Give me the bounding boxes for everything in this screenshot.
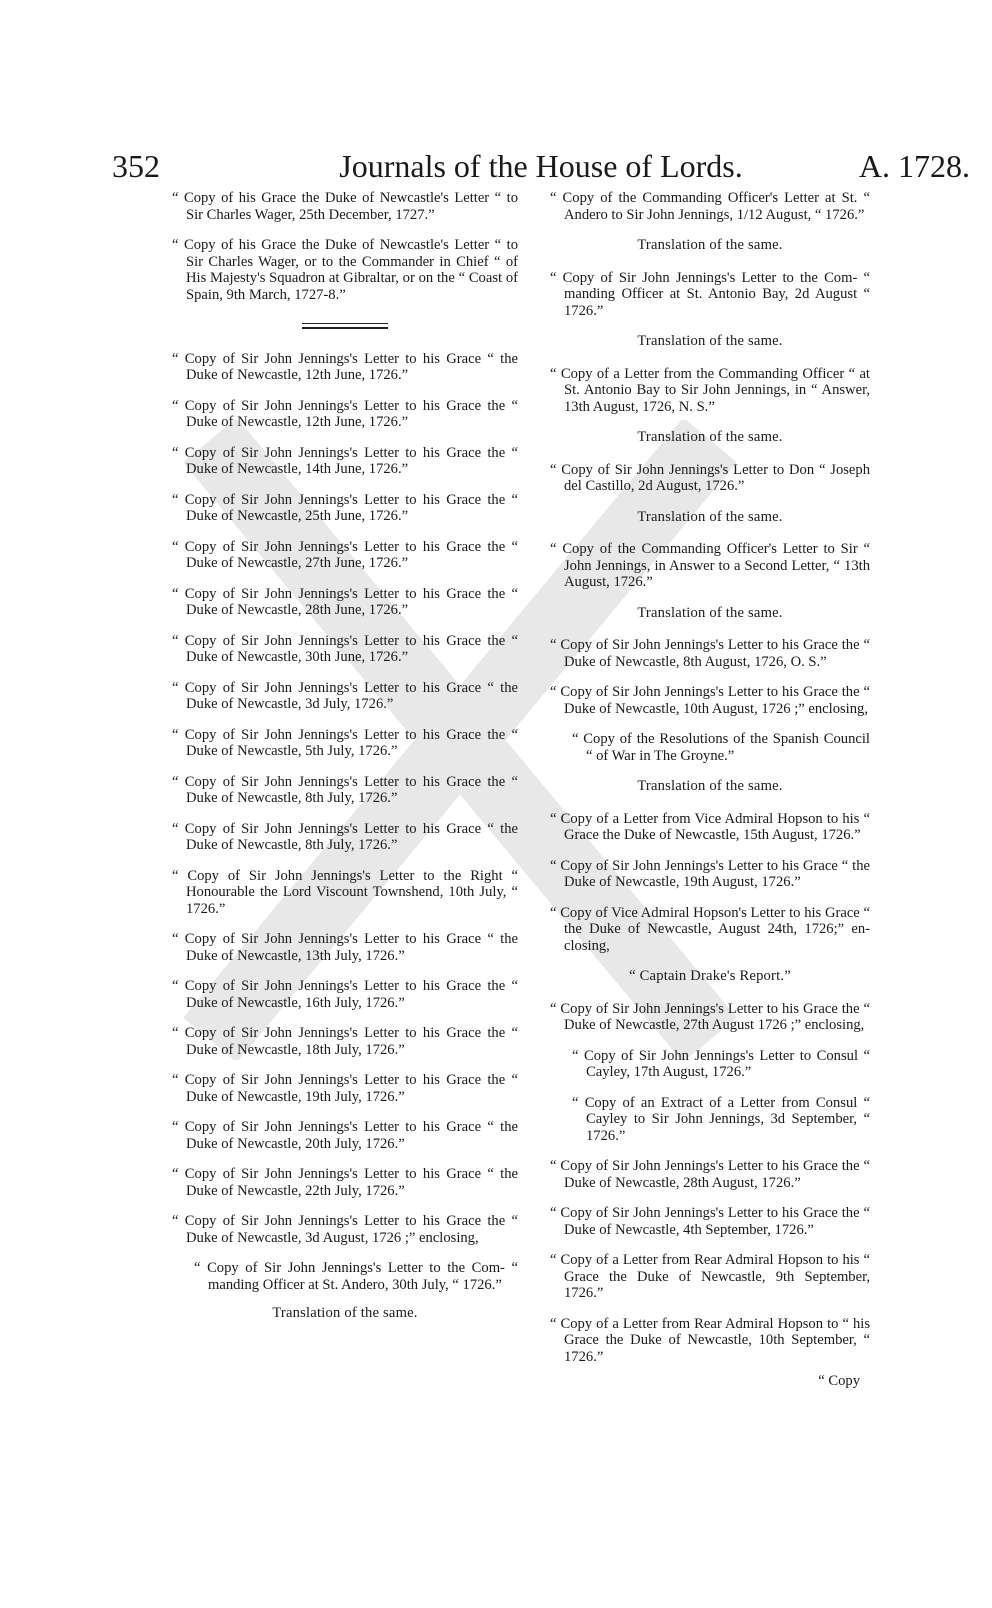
list-item: “ Copy of Sir John Jennings's Letter to his Grace “ the Duke of Newcastle, 8th July, 1726.” (172, 820, 518, 854)
list-item: “ Copy of Sir John Jennings's Letter to the Com- “ manding Officer at St. Antonio Bay, 2d August “ 1726.” (550, 269, 870, 319)
translation-note: Translation of the same. (637, 508, 783, 525)
list-item: “ Copy of Sir John Jennings's Letter to his Grace the “ Duke of Newcastle, 28th June, 1726.” (172, 585, 518, 619)
list-item: “ Copy of Sir John Jennings's Letter to his Grace the “ Duke of Newcastle, 25th June, 1726.” (172, 491, 518, 525)
list-item: “ Copy of Sir John Jennings's Letter to his Grace the “ Duke of Newcastle, 5th July, 1726.” (172, 726, 518, 760)
list-item: “ Copy of Vice Admiral Hopson's Letter to his Grace “ the Duke of Newcastle, August 24th, 1726;” en- closing, (550, 904, 870, 954)
enclosure-item: “ Copy of Sir John Jennings's Letter to Consul “ Cayley, 17th August, 1726.” (572, 1047, 870, 1080)
translation-note: Translation of the same. (637, 778, 783, 794)
list-item: “ Copy of Sir John Jennings's Letter to his Grace the “ Duke of Newcastle, 27th August 1726 ;” enclosing, (550, 1000, 870, 1033)
section-rule (302, 323, 388, 329)
translation-note: Translation of the same. (637, 333, 783, 349)
list-item: “ Copy of Sir John Jennings's Letter to his Grace the “ Duke of Newcastle, 28th August, 1726.” (550, 1158, 870, 1191)
list-item: “ Copy of Sir John Jennings's Letter to his Grace the “ Duke of Newcastle, 3d August, 1726 ;” enclosing, (172, 1213, 518, 1246)
list-item: “ Copy of Sir John Jennings's Letter to his Grace the “ Duke of Newcastle, 27th June, 1726.” (172, 538, 518, 572)
list-item: “ Copy of the Commanding Officer's Letter to Sir “ John Jennings, in Answer to a Second Letter, “ 13th August, 1726.” (550, 541, 870, 590)
list-item: “ Copy of Sir John Jennings's Letter to his Grace the “ Duke of Newcastle, 14th June, 1726.” (172, 444, 518, 478)
list-item: “ Copy of Sir John Jennings's Letter to his Grace the “ Duke of Newcastle, 12th June, 1726.” (172, 397, 518, 431)
list-item: “ Copy of a Letter from Rear Admiral Hopson to his “ Grace the Duke of Newcastle, 9th September, 1726.” (550, 1252, 870, 1301)
list-item: “ Copy of his Grace the Duke of Newcastle's Letter “ to Sir Charles Wager, or to the Commander in Chief “ of His Majesty's Squadron at Gibraltar, or on the “ Coast of Spain, 9th March, 1727-8.” (172, 237, 518, 303)
list-item: “ Copy of Sir John Jennings's Letter to his Grace the “ Duke of Newcastle, 4th September, 1726.” (550, 1205, 870, 1238)
right-column (550, 190, 870, 1404)
translation-note: Translation of the same. (637, 604, 783, 621)
list-item: “ Copy of Sir John Jennings's Letter to his Grace “ the Duke of Newcastle, 3d July, 1726.” (172, 679, 518, 713)
list-item: “ Copy of Sir John Jennings's Letter to his Grace “ the Duke of Newcastle, 22th July, 1726.” (172, 1166, 518, 1199)
running-title: Journals of the House of Lords. (339, 148, 743, 184)
list-item: “ Copy of Sir John Jennings's Letter to his Grace “ the Duke of Newcastle, 19th August, 1726.” (550, 857, 870, 890)
running-year: A. 1728. (858, 148, 970, 184)
enclosure-item: “ Copy of the Resolutions of the Spanish Council “ of War in The Groyne.” (572, 731, 870, 764)
page-number: 352 (112, 148, 160, 184)
catchword: “ Copy (818, 1373, 860, 1389)
translation-note: Translation of the same. (637, 429, 783, 445)
list-item: “ Copy of Sir John Jennings's Letter to his Grace “ the Duke of Newcastle, 20th July, 1726.” (172, 1119, 518, 1152)
translation-note: “ Captain Drake's Report.” (629, 968, 791, 984)
list-item: “ Copy of a Letter from Rear Admiral Hopson to “ his Grace the Duke of Newcastle, 10th September, “ 1726.” (550, 1315, 870, 1365)
list-item: “ Copy of Sir John Jennings's Letter to his Grace the “ Duke of Newcastle, 30th June, 1726.” (172, 632, 518, 666)
list-item: “ Copy of Sir John Jennings's Letter to his Grace the “ Duke of Newcastle, 18th July, 1726.” (172, 1025, 518, 1058)
translation-note: Translation of the same. (637, 237, 783, 253)
enclosure-item: “ Copy of Sir John Jennings's Letter to the Com- “ manding Officer at St. Andero, 30th July, “ 1726.” (194, 1260, 518, 1293)
running-header (112, 148, 970, 188)
list-item: “ Copy of a Letter from the Commanding Officer “ at St. Antonio Bay to Sir John Jennings, in “ Answer, 13th August, 1726, N. S.” (550, 365, 870, 415)
list-item: “ Copy of Sir John Jennings's Letter to his Grace the “ Duke of Newcastle, 10th August, 1726 ;” enclosing, (550, 684, 870, 717)
list-item: “ Copy of Sir John Jennings's Letter to the Right “ Honourable the Lord Viscount Townshend, 10th July, “ 1726.” (172, 867, 518, 917)
enclosure-item: “ Copy of an Extract of a Letter from Consul “ Cayley to Sir John Jennings, 3d September, “ 1726.” (572, 1094, 870, 1144)
list-item: “ Copy of Sir John Jennings's Letter to his Grace the “ Duke of Newcastle, 16th July, 1726.” (172, 978, 518, 1011)
translation-note: Translation of the same. (272, 1305, 418, 1322)
list-item: “ Copy of Sir John Jennings's Letter to Don “ Joseph del Castillo, 2d August, 1726.” (550, 461, 870, 494)
list-item: “ Copy of the Commanding Officer's Letter at St. “ Andero to Sir John Jennings, 1/12 August, “ 1726.” (550, 190, 870, 223)
list-item: “ Copy of Sir John Jennings's Letter to his Grace the “ Duke of Newcastle, 8th August, 1726, O. S.” (550, 637, 870, 670)
list-item: “ Copy of Sir John Jennings's Letter to his Grace “ the Duke of Newcastle, 13th July, 1726.” (172, 931, 518, 964)
left-column (172, 190, 518, 1338)
list-item: “ Copy of Sir John Jennings's Letter to his Grace the “ Duke of Newcastle, 8th July, 1726.” (172, 773, 518, 807)
list-item: “ Copy of Sir John Jennings's Letter to his Grace “ the Duke of Newcastle, 12th June, 1726.” (172, 350, 518, 384)
list-item: “ Copy of a Letter from Vice Admiral Hopson to his “ Grace the Duke of Newcastle, 15th August, 1726.” (550, 810, 870, 843)
list-item: “ Copy of Sir John Jennings's Letter to his Grace the “ Duke of Newcastle, 19th July, 1726.” (172, 1072, 518, 1105)
right-items (550, 190, 870, 1365)
list-item: “ Copy of his Grace the Duke of Newcastle's Letter “ to Sir Charles Wager, 25th December, 1727.” (172, 190, 518, 223)
